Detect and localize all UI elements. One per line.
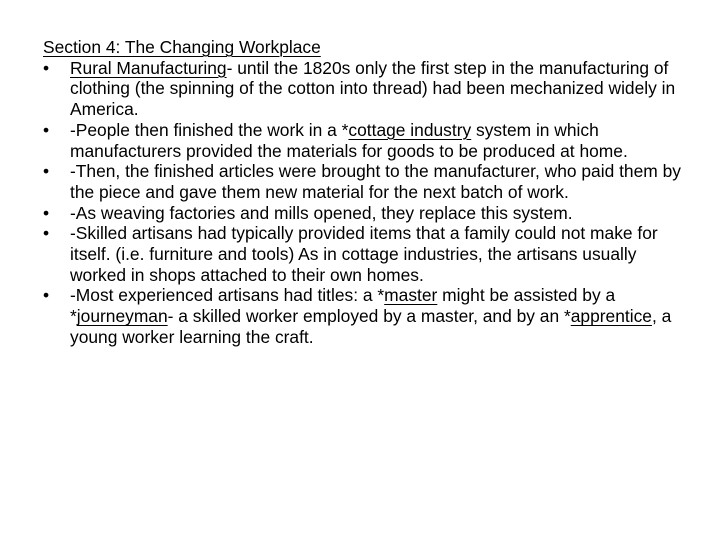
bullet-icon: • (43, 161, 50, 182)
bullet-text-segment: , a young worker learning the craft. (70, 306, 672, 347)
bullet-item (43, 161, 693, 202)
bullet-text (70, 203, 573, 223)
bullet-text (70, 58, 675, 119)
bullet-text (70, 161, 681, 202)
underlined-term: journeyman (76, 306, 168, 327)
bullet-text-segment: - a skilled worker employed by a master, and by an * (167, 306, 571, 327)
underlined-term: Rural Manufacturing (70, 57, 227, 78)
bullet-text (70, 285, 671, 346)
underlined-term: cottage industry (348, 119, 472, 140)
bullet-text-segment: -Skilled artisans had typically provided items that a family could not make for itself. (i.e. furniture and tools) As in cottage industries, the artisans usually worked in shops attached to their own homes. (70, 223, 658, 285)
bullet-icon: • (43, 202, 50, 223)
bullet-item (43, 120, 693, 161)
bullet-list (43, 58, 693, 348)
bullet-text-segment: -Then, the finished articles were brought to the manufacturer, who paid them by the piece and gave them new material for the next batch of work. (70, 161, 681, 202)
bullet-item (43, 58, 693, 120)
bullet-item (43, 223, 693, 285)
bullet-text-segment: -People then finished the work in a * (70, 119, 349, 140)
bullet-text (70, 120, 628, 161)
bullet-text-segment: system in which manufacturers provided the materials for goods to be produced at home. (70, 119, 628, 161)
bullet-icon: • (43, 285, 50, 306)
section-title: Section 4: The Changing Workplace (43, 37, 321, 57)
bullet-text (70, 223, 658, 284)
bullet-text-segment: -As weaving factories and mills opened, they replace this system. (70, 202, 573, 223)
underlined-term: apprentice (570, 306, 652, 327)
bullet-text-segment: - until the 1820s only the first step in the manufacturing of clothing (the spinning of the cotton into thread) had been mechanized widely in America. (70, 57, 676, 120)
bullet-item (43, 285, 693, 347)
underlined-term: master (384, 285, 438, 306)
bullet-text-segment: -Most experienced artisans had titles: a * (70, 285, 385, 306)
bullet-text-segment: might be assisted by a * (70, 285, 616, 327)
slide-content (43, 37, 693, 348)
bullet-icon: • (43, 119, 50, 140)
bullet-icon: • (43, 57, 50, 78)
bullet-item (43, 203, 693, 224)
bullet-icon: • (43, 223, 50, 244)
